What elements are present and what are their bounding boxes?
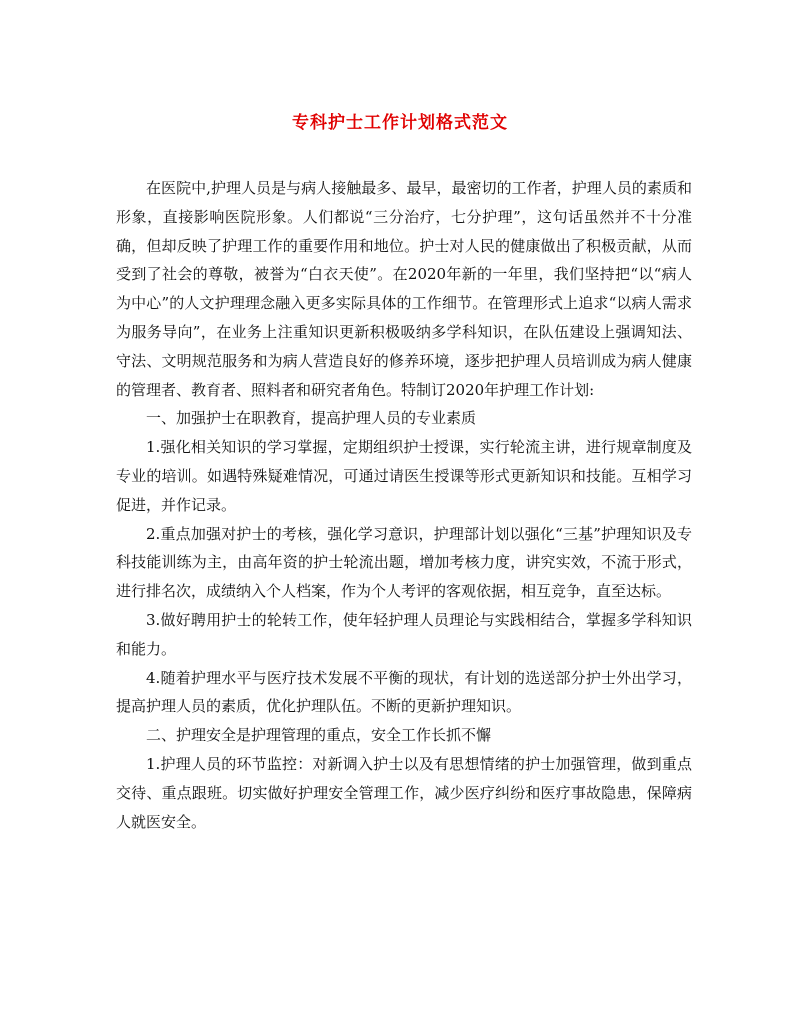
- paragraph-1-4: 4.随着护理水平与医疗技术发展不平衡的现状，有计划的选送部分护士外出学习，提高护理人员的素质，优化护理队伍。不断的更新护理知识。: [116, 668, 692, 716]
- section-heading-2: 二、护理安全是护理管理的重点，安全工作长抓不懈: [146, 726, 492, 745]
- paragraph-1-1: 1.强化相关知识的学习掌握，定期组织护士授课，实行轮流主讲，进行规章制度及专业的培训。如遇特殊疑难情况，可通过请医生授课等形式更新知识和技能。互相学习促进，并作记录。: [116, 438, 692, 514]
- document-title: 专科护士工作计划格式范文: [292, 113, 508, 133]
- paragraph-1-3: 3.做好聘用护士的轮转工作，使年轻护理人员理论与实践相结合，掌握多学科知识和能力。: [116, 610, 692, 658]
- paragraph-1-2: 2.重点加强对护士的考核，强化学习意识，护理部计划以强化“三基”护理知识及专科技能训练为主，由高年资的护士轮流出题，增加考核力度，讲究实效，不流于形式，进行排名次，成绩纳入个人档案，作为个人考评的客观依据，相互竞争，直至达标。: [116, 524, 692, 601]
- paragraph-2-1: 1.护理人员的环节监控：对新调入护士以及有思想情绪的护士加强管理，做到重点交待、重点跟班。切实做好护理安全管理工作，减少医疗纠纷和医疗事故隐患，保障病人就医安全。: [116, 754, 692, 831]
- document-body: [116, 174, 692, 836]
- section-heading-1: 一、加强护士在职教育，提高护理人员的专业素质: [146, 409, 477, 428]
- paragraph-intro: 在医院中,护理人员是与病人接触最多、最早，最密切的工作者，护理人员的素质和形象，直接影响医院形象。人们都说“三分治疗，七分护理”，这句话虽然并不十分准确，但却反映了护理工作的重要作用和地位。护士对人民的健康做出了积极贡献，从而受到了社会的尊敬，被誉为“白衣天使”。在2020年新的一年里，我们坚持把“以“病人为中心”的人文护理理念融入更多实际具体的工作细节。在管理形式上追求“以病人需求为服务导向”，在业务上注重知识更新积极吸纳多学科知识，在队伍建设上强调知法、守法、文明规范服务和为病人营造良好的修养环境，逐步把护理人员培训成为病人健康的管理者、教育者、照料者和研究者角色。特制订2020年护理工作计划:: [116, 179, 692, 399]
